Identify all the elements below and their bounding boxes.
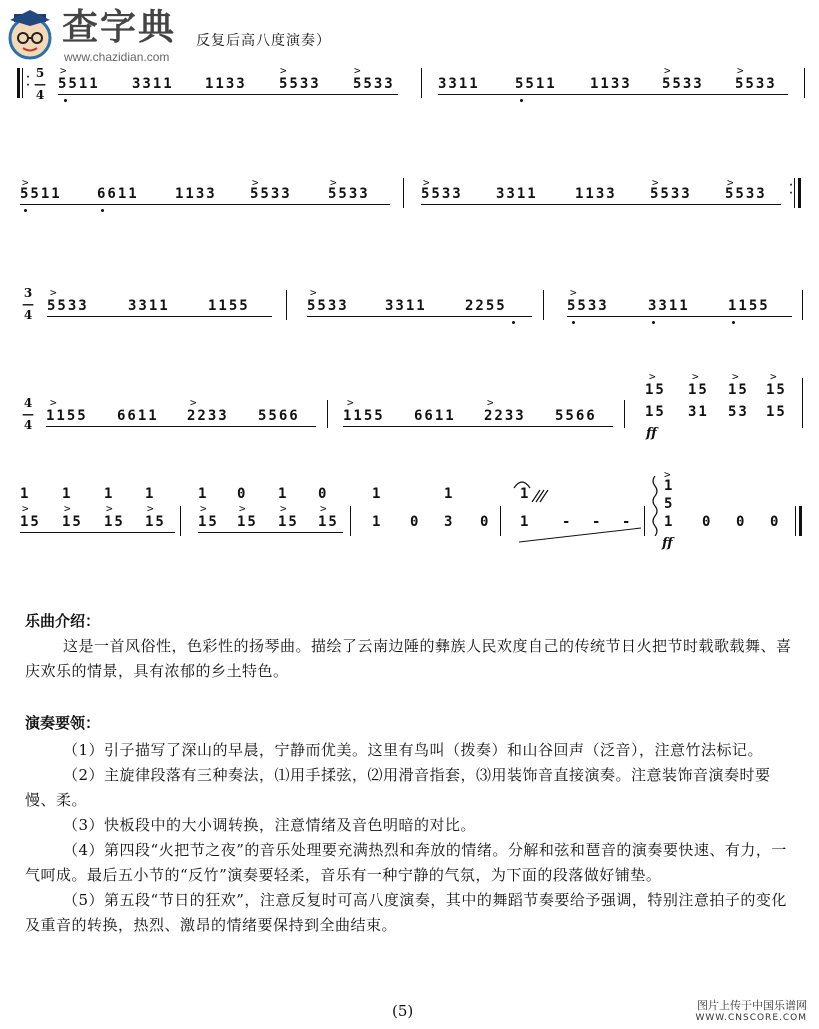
intro-text: 这是一首风俗性，色彩性的扬琴曲。描绘了云南边陲的彝族人民欢度自己的传统节日火把节时载歌载舞、喜庆欢乐的情景，具有浓郁的乡土特色。 bbox=[25, 637, 792, 680]
note-group: 5511 bbox=[515, 76, 557, 92]
note-group: 5533 bbox=[650, 186, 692, 202]
note-group: 5533 bbox=[662, 76, 704, 92]
chord-top: 15 bbox=[728, 382, 749, 398]
note-group: 15 bbox=[198, 514, 219, 530]
watermark-title: 查字典 bbox=[62, 7, 177, 48]
note-group: 5511 bbox=[20, 186, 62, 202]
time-signature: 4 — 4 bbox=[22, 396, 34, 432]
note: 1 bbox=[520, 514, 531, 530]
note-group: 15 bbox=[104, 514, 125, 530]
note-group: 1155 bbox=[208, 298, 250, 314]
note-group: 5533 bbox=[725, 186, 767, 202]
rest: 0 bbox=[736, 514, 747, 530]
note-group: 3311 bbox=[496, 186, 538, 202]
chord-note: 1 bbox=[664, 478, 675, 494]
note-group: 1133 bbox=[175, 186, 217, 202]
note-group: 5533 bbox=[250, 186, 292, 202]
barline bbox=[794, 178, 795, 208]
top-note: 1 bbox=[444, 486, 455, 502]
tips-list bbox=[25, 738, 795, 938]
tip-item: （3）快板段中的大小调转换，注意情绪及音色明暗的对比。 bbox=[63, 816, 477, 834]
top-note: 1 bbox=[62, 486, 73, 502]
note-group: 6611 bbox=[97, 186, 139, 202]
top-note: 1 bbox=[104, 486, 115, 502]
chord-note: 5 bbox=[664, 496, 675, 512]
header-note: 反复后高八度演奏） bbox=[196, 33, 331, 49]
repeat-start-bar bbox=[17, 68, 20, 98]
chord-bottom: 53 bbox=[728, 404, 749, 420]
chord-top: 15 bbox=[766, 382, 787, 398]
note-group: 3311 bbox=[132, 76, 174, 92]
chord-top: 15 bbox=[688, 382, 709, 398]
top-note: 0 bbox=[318, 486, 329, 502]
note-group: 15 bbox=[62, 514, 83, 530]
barline bbox=[802, 378, 803, 428]
barline bbox=[644, 506, 645, 536]
note-group: 15 bbox=[278, 514, 299, 530]
note-group: 2233 bbox=[187, 408, 229, 424]
dash: - bbox=[592, 514, 603, 530]
barline bbox=[804, 68, 805, 98]
note-group: 15 bbox=[237, 514, 258, 530]
note-group: 1155 bbox=[728, 298, 770, 314]
top-note: 1 bbox=[520, 486, 531, 502]
barline bbox=[327, 400, 328, 428]
note-group: 3311 bbox=[128, 298, 170, 314]
note-group: 1155 bbox=[46, 408, 88, 424]
note-group: 5566 bbox=[555, 408, 597, 424]
barline bbox=[500, 506, 501, 536]
top-note: 1 bbox=[20, 486, 31, 502]
score-row-3: 3 — 4 > 5533 3311 1155 > 5533 3311 2255 > 5533 3311 1155 bbox=[0, 286, 819, 326]
score-row-1: · · 5 — 4 > 5511 3311 1133 > 5533 > 5533 3311 5511 1133 > 5533 > 5533 bbox=[0, 64, 819, 104]
note-group: 5533 bbox=[735, 76, 777, 92]
note-group: 3311 bbox=[438, 76, 480, 92]
score-row-2: > 5511 6611 1133 > 5533 > 5533 > 5533 3311 1133 > 5533 > 5533 · · bbox=[0, 176, 819, 216]
dynamic-ff: ff bbox=[646, 426, 657, 441]
chord-bottom: 15 bbox=[645, 404, 666, 420]
note: 0 bbox=[410, 514, 421, 530]
chord-top: 15 bbox=[645, 382, 666, 398]
note-group: 5533 bbox=[307, 298, 349, 314]
chord-bottom: 31 bbox=[688, 404, 709, 420]
site-watermark bbox=[4, 4, 204, 64]
tip-item: （4）第四段“火把节之夜”的音乐处理要充满热烈和奔放的情绪。分解和弦和琶音的演奏要快速、有力，一气呵成。最后五小节的“反竹”演奏要轻柔，音乐有一种宁静的气氛，为下面的段落做好铺垫。 bbox=[25, 841, 787, 884]
top-note: 1 bbox=[372, 486, 383, 502]
score-row-5: 1 1 1 1 1 0 1 0 1 1 1 > 15 > 15 > 15 > 15 > 15 > 15 > 15 > 15 1 0 3 0 1 - - - > 1 5 1 ff 0 0 0 bbox=[0, 476, 819, 566]
note-group: 3311 bbox=[385, 298, 427, 314]
mascot-icon bbox=[4, 8, 56, 60]
note-group: 1133 bbox=[205, 76, 247, 92]
intro-title: 乐曲介绍： bbox=[25, 612, 101, 630]
dynamic-ff: ff bbox=[662, 536, 673, 551]
final-bar bbox=[799, 506, 802, 536]
top-note: 1 bbox=[198, 486, 209, 502]
note-group: 15 bbox=[20, 514, 41, 530]
note-group: 5533 bbox=[567, 298, 609, 314]
barline bbox=[543, 290, 544, 320]
rest: 0 bbox=[770, 514, 781, 530]
watermark-url: www.chazidian.com bbox=[64, 50, 170, 64]
note-group: 5511 bbox=[58, 76, 100, 92]
time-signature: 5 — 4 bbox=[34, 66, 46, 102]
note-group: 1133 bbox=[590, 76, 632, 92]
glissando-line-icon bbox=[515, 526, 645, 546]
barline bbox=[802, 290, 803, 320]
footer-line-1: 图片上传于中国乐谱网 bbox=[697, 999, 807, 1012]
tip-item: （2）主旋律段落有三种奏法，⑴用手揉弦，⑵用滑音指套，⑶用装饰音直接演奏。注意装饰音演奏时要慢、柔。 bbox=[25, 766, 771, 809]
note-group: 5533 bbox=[328, 186, 370, 202]
tip-item: （5）第五段“节日的狂欢”，注意反复时可高八度演奏，其中的舞蹈节奏要给予强调，特别注意拍子的变化及重音的转换，热烈、激昂的情绪要保持到全曲结束。 bbox=[25, 891, 787, 934]
dash: - bbox=[562, 514, 573, 530]
barline bbox=[350, 506, 351, 536]
tip-item: （1）引子描写了深山的早晨，宁静而优美。这里有鸟叫（拨奏）和山谷回声（泛音），注意竹法标记。 bbox=[63, 741, 764, 759]
note-group: 5533 bbox=[353, 76, 395, 92]
footer-credit bbox=[695, 1000, 807, 1024]
top-note: 0 bbox=[237, 486, 248, 502]
note-group: 2233 bbox=[484, 408, 526, 424]
note-group: 5533 bbox=[47, 298, 89, 314]
note-group: 5533 bbox=[421, 186, 463, 202]
page-number: (5) bbox=[392, 1002, 414, 1020]
note: 1 bbox=[372, 514, 383, 530]
tips-title: 演奏要领： bbox=[25, 714, 101, 732]
repeat-end-bar bbox=[798, 178, 801, 208]
top-note: 1 bbox=[278, 486, 289, 502]
footer-line-2: WWW.CNSCORE.COM bbox=[695, 1013, 807, 1023]
barline bbox=[22, 68, 23, 98]
barline bbox=[403, 178, 404, 208]
note-group: 15 bbox=[145, 514, 166, 530]
barline bbox=[795, 506, 796, 536]
note: 0 bbox=[480, 514, 491, 530]
note-group: 2255 bbox=[465, 298, 507, 314]
barline bbox=[421, 68, 422, 98]
tremolo-icon bbox=[512, 476, 552, 506]
note-group: 5566 bbox=[258, 408, 300, 424]
note-group: 1155 bbox=[343, 408, 385, 424]
note-group: 6611 bbox=[414, 408, 456, 424]
barline bbox=[624, 400, 625, 428]
barline bbox=[180, 506, 181, 536]
chord-bottom: 15 bbox=[766, 404, 787, 420]
dash: - bbox=[622, 514, 633, 530]
note-group: 15 bbox=[318, 514, 339, 530]
note-group: 1133 bbox=[575, 186, 617, 202]
note: 3 bbox=[444, 514, 455, 530]
note-group: 6611 bbox=[117, 408, 159, 424]
time-signature: 3 — 4 bbox=[22, 286, 34, 322]
note-group: 5533 bbox=[279, 76, 321, 92]
score-row-4: 4 — 4 > 1155 6611 > 2233 5566 > 1155 6611 > 2233 5566 > 15 15 > 15 31 > 15 53 > 15 15 ff bbox=[0, 370, 819, 440]
note-group: 3311 bbox=[648, 298, 690, 314]
barline bbox=[286, 290, 287, 320]
top-note: 1 bbox=[145, 486, 156, 502]
arpeggio-icon bbox=[650, 476, 660, 536]
rest: 0 bbox=[702, 514, 713, 530]
chord-note: 1 bbox=[664, 514, 675, 530]
